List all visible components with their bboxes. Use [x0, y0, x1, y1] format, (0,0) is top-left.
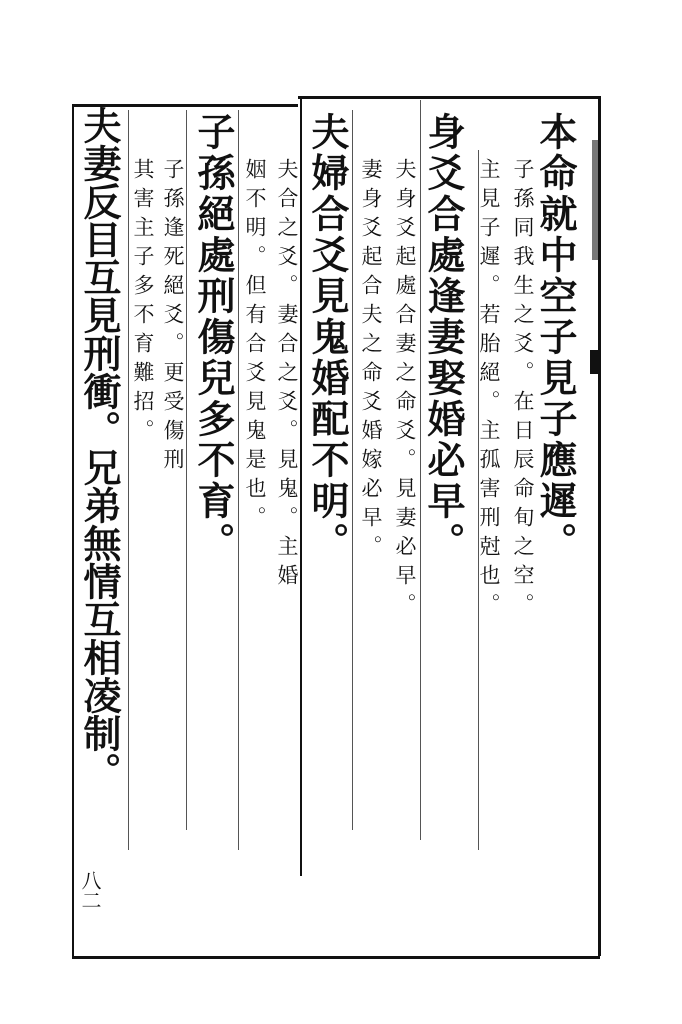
commentary-column-3b: 姻不明。但有合爻見鬼是也。 [243, 158, 267, 535]
commentary-column-1b: 主見子遲。若胎絕。主孤害刑尅也。 [477, 158, 501, 622]
frame-top-rule-right [298, 96, 600, 99]
commentary-column-1a: 子孫同我生之爻。在日辰命旬之空。 [511, 158, 535, 622]
verse-column-4: 子孫絕處刑傷兒多不育。 [191, 112, 236, 563]
trimmed-column-edge [592, 140, 598, 260]
frame-bottom-rule [72, 956, 600, 959]
verse-column-5: 夫妻反目互見刑衝。兄弟無情互相凌制。 [77, 106, 122, 790]
verse-column-1: 本命就中空子見子應遲。 [533, 112, 578, 563]
commentary-column-3a: 夫合之爻。妻合之爻。見鬼。主婚 [275, 158, 299, 593]
column-divider [186, 110, 187, 830]
frame-left-rule [72, 104, 74, 956]
verse-column-3: 夫婦合爻見鬼婚配不明。 [305, 112, 350, 563]
verse-column-2: 身爻合處逢妻娶婚必早。 [421, 112, 466, 563]
commentary-column-2b: 妻身爻起合夫之命爻婚嫁必早。 [359, 158, 383, 564]
column-divider [352, 110, 353, 830]
column-divider [300, 96, 302, 876]
trimmed-column-mark [590, 350, 598, 374]
column-divider [238, 110, 239, 850]
column-divider [128, 110, 129, 850]
folio-number: 八二 [78, 870, 102, 910]
commentary-column-2a: 夫身爻起處合妻之命爻。見妻必早。 [393, 158, 417, 622]
commentary-column-4b: 其害主子多不育難招。 [131, 158, 155, 448]
commentary-column-4a: 子孫逢死絕爻。更受傷刑 [161, 158, 185, 477]
frame-right-rule [598, 96, 601, 956]
